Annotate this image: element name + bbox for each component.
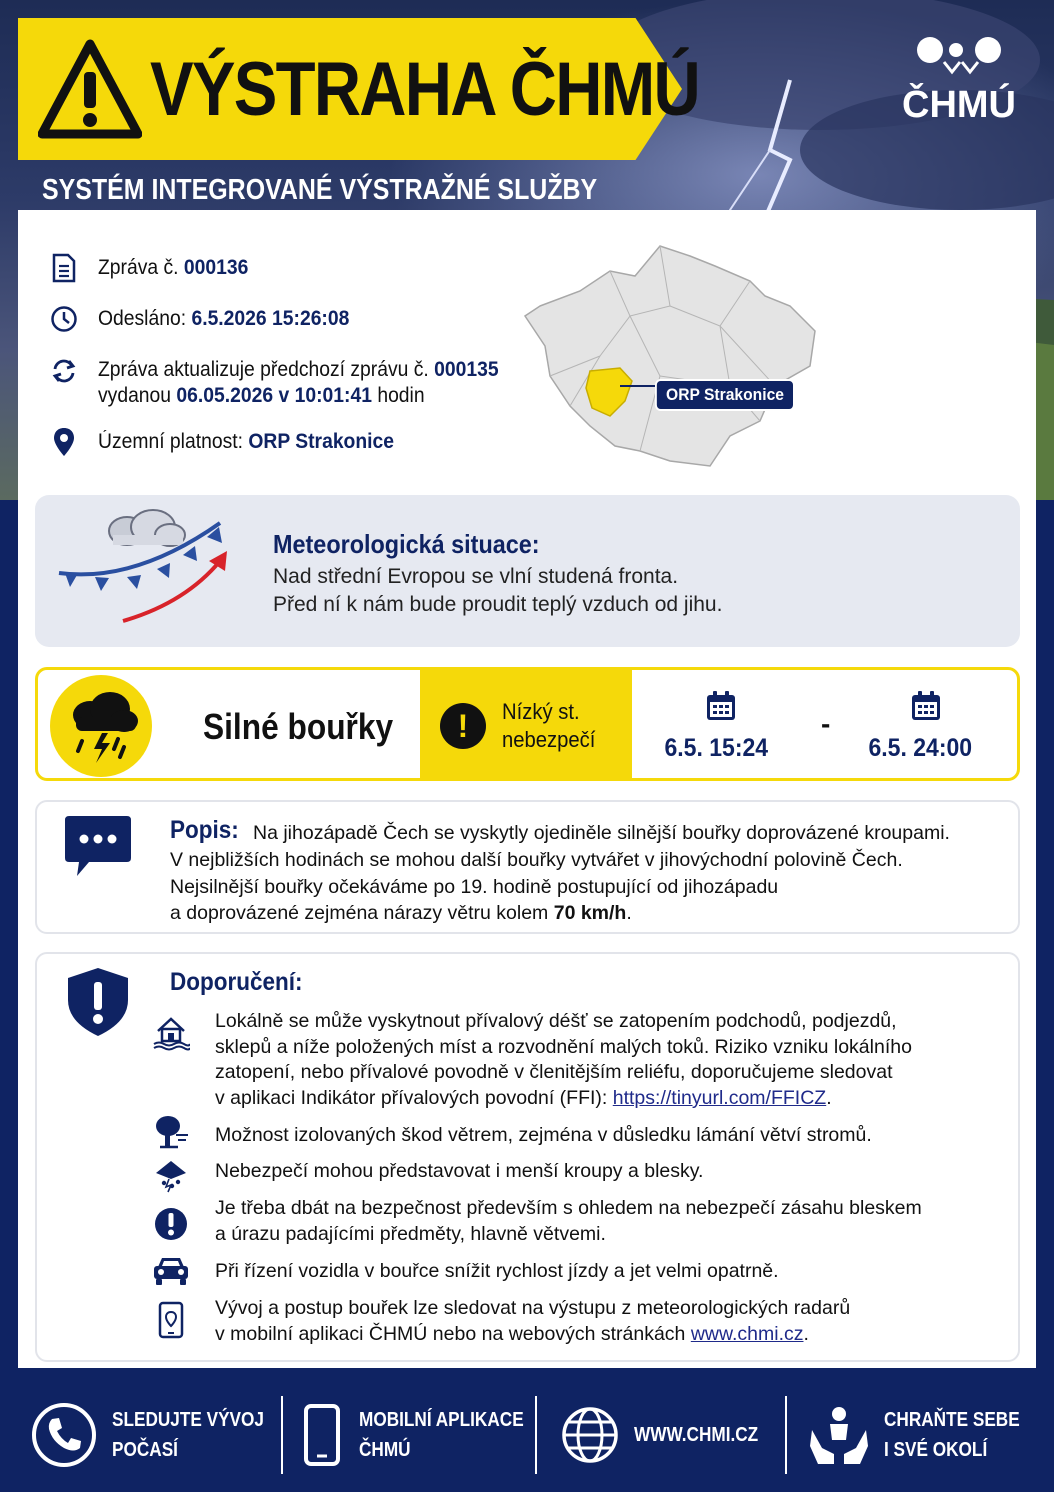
doporuceni-item4-line-2: a úrazu padajícími předměty, hlavně větvemi.	[215, 1223, 606, 1245]
ffi-link[interactable]: https://tinyurl.com/FFICZ	[612, 1087, 827, 1109]
footer-protect[interactable]	[808, 1378, 1042, 1492]
footer-web-text: WWW.CHMI.CZ	[634, 1424, 759, 1446]
phenomenon-label: Silné bouřky	[203, 706, 394, 747]
update-number: 000135	[434, 358, 499, 381]
danger-level-line-2: nebezpečí	[502, 727, 596, 752]
popis-line-4-bold: 70 km/h	[553, 902, 627, 924]
doporuceni-item6-line-2-post: .	[803, 1323, 809, 1345]
calendar-icon	[705, 690, 737, 722]
meteo-line-2: Před ní k nám bude proudit teplý vzduch od jihu.	[273, 593, 723, 616]
chmi-link[interactable]: www.chmi.cz	[690, 1323, 804, 1345]
doporuceni-item1-line-4-pre: v aplikaci Indikátor přívalových povodní (FFI):	[215, 1087, 613, 1109]
smartphone-icon	[303, 1403, 341, 1467]
logo-text: ČHMÚ	[902, 84, 1016, 126]
sent-row	[50, 305, 371, 333]
car-icon	[151, 1250, 191, 1290]
footer-weather-line-2: POČASÍ	[112, 1439, 178, 1461]
cloud-icon	[109, 510, 185, 546]
update-row	[50, 357, 533, 409]
territory-value: ORP Strakonice	[248, 430, 395, 453]
doporuceni-item6-line-2	[215, 1323, 809, 1346]
time-from	[632, 670, 810, 778]
popis-title: Popis:	[170, 816, 239, 844]
popis-line-2: V nejbližších hodinách se mohou další bouřky vytvářet v jihovýchodní polovině Čech.	[170, 849, 903, 871]
chmu-logo	[900, 34, 1018, 134]
report-number: 000136	[183, 256, 249, 279]
footer-weather-line-1: SLEDUJTE VÝVOJ	[112, 1409, 264, 1431]
footer-mobile-app-line-1: MOBILNÍ APLIKACE	[359, 1409, 524, 1431]
doporuceni-card	[35, 952, 1020, 1362]
chmu-logo-icon	[900, 34, 1018, 84]
popis-line-4-post: .	[626, 902, 632, 924]
weather-front-icon	[55, 503, 245, 633]
subtitle: SYSTÉM INTEGROVANÉ VÝSTRAŽNÉ SLUŽBY	[42, 174, 598, 206]
issued-value: 06.05.2026 v 10:01:41	[176, 384, 372, 407]
speech-bubble-icon	[63, 814, 133, 880]
time-to-value: 6.5. 24:00	[868, 734, 973, 762]
doporuceni-item1-line-4-post: .	[826, 1087, 832, 1109]
footer	[0, 1378, 1054, 1492]
doporuceni-item5: Při řízení vozidla v bouřce snížit rychlost jízdy a jet velmi opatrně.	[215, 1260, 779, 1282]
storm-cloud-icon	[50, 675, 152, 777]
territory-row	[50, 428, 420, 456]
meteo-title: Meteorologická situace:	[273, 529, 540, 559]
danger-level-box	[420, 670, 632, 778]
telephone-icon	[30, 1401, 98, 1469]
doporuceni-item6-line-2-pre: v mobilní aplikaci ČHMÚ nebo na webových stránkách	[215, 1323, 691, 1345]
doporuceni-item3: Nebezpečí mohou představovat i menší kroupy a blesky.	[215, 1160, 704, 1182]
popis-card	[35, 800, 1020, 934]
danger-level-text	[502, 698, 595, 754]
footer-protect-line-1: CHRAŇTE SEBE	[884, 1409, 1020, 1431]
time-to	[838, 670, 1016, 778]
warning-triangle-icon	[38, 38, 142, 142]
doporuceni-item1-line-1: Lokálně se může vyskytnout přívalový déšť se zatopením podchodů, podjezdů,	[215, 1010, 897, 1032]
popis-line-4	[170, 902, 632, 925]
protect-people-icon	[808, 1402, 870, 1468]
popis-line-4-pre: a doprovázené zejména nárazy větru kolem	[170, 902, 554, 924]
exclamation-icon	[151, 1204, 191, 1244]
czech-map	[520, 236, 820, 471]
location-pin-icon	[50, 428, 78, 456]
danger-level-line-1: Nízký st.	[502, 699, 580, 724]
doporuceni-title: Doporučení:	[170, 968, 303, 996]
doporuceni-item1-line-3: zatopení, nebo přívalové povodně v členitějším reliéfu, doporučujeme sledovat	[215, 1061, 893, 1083]
issued-suffix: hodin	[377, 384, 425, 407]
storm-badge	[50, 675, 152, 777]
sent-label: Odesláno:	[98, 307, 187, 330]
shield-icon	[65, 966, 131, 1038]
refresh-icon	[50, 357, 78, 385]
doporuceni-item4-line-1: Je třeba dbát na bezpečnost především s ohledem na nebezpečí zásahu bleskem	[215, 1197, 922, 1219]
meteo-situation-panel	[35, 495, 1020, 647]
wind-tree-icon	[151, 1112, 191, 1152]
globe-icon	[560, 1405, 620, 1465]
exclamation-icon: !	[440, 703, 486, 749]
time-separator: -	[821, 708, 831, 739]
doporuceni-item1-line-2: sklepů a níže položených míst a rozvodnění malých toků. Riziko vzniku lokálního	[215, 1036, 912, 1058]
flood-house-icon	[151, 1012, 191, 1052]
footer-web[interactable]	[560, 1378, 778, 1492]
report-row	[50, 254, 261, 282]
clock-icon	[50, 305, 78, 333]
doporuceni-item6-line-1: Vývoj a postup bouřek lze sledovat na výstupu z meteorologických radarů	[215, 1297, 851, 1319]
orp-tag: ORP Strakonice	[655, 379, 795, 411]
footer-mobile-app-line-2: ČHMÚ	[359, 1439, 411, 1461]
hail-cloud-icon	[151, 1154, 191, 1194]
phone-app-icon	[151, 1300, 191, 1340]
report-label: Zpráva č.	[98, 256, 179, 279]
sent-value: 6.5.2026 15:26:08	[191, 307, 350, 330]
footer-divider	[281, 1396, 283, 1474]
document-icon	[50, 254, 78, 282]
main-title: VÝSTRAHA ČHMÚ	[150, 47, 699, 132]
calendar-icon	[910, 690, 942, 722]
footer-divider	[785, 1396, 787, 1474]
warning-strip	[35, 667, 1020, 781]
meteo-line-1: Nad střední Evropou se vlní studená fronta.	[273, 565, 679, 588]
footer-divider	[535, 1396, 537, 1474]
doporuceni-item1-line-4	[215, 1087, 832, 1110]
footer-weather[interactable]	[30, 1378, 289, 1492]
update-label: Zpráva aktualizuje předchozí zprávu č.	[98, 358, 429, 381]
footer-mobile-app[interactable]	[303, 1378, 550, 1492]
issued-label: vydanou	[98, 384, 172, 407]
popis-line-1: Na jihozápadě Čech se vyskytly ojediněle silnější bouřky doprovázené kroupami.	[253, 822, 950, 844]
time-from-value: 6.5. 15:24	[664, 734, 769, 762]
footer-protect-line-2: I SVÉ OKOLÍ	[884, 1439, 988, 1461]
popis-line-3: Nejsilnější bouřky očekáváme po 19. hodině postupující od jihozápadu	[170, 876, 779, 898]
doporuceni-item2: Možnost izolovaných škod větrem, zejména v důsledku lámání větví stromů.	[215, 1124, 872, 1146]
territory-label: Územní platnost:	[98, 430, 243, 453]
